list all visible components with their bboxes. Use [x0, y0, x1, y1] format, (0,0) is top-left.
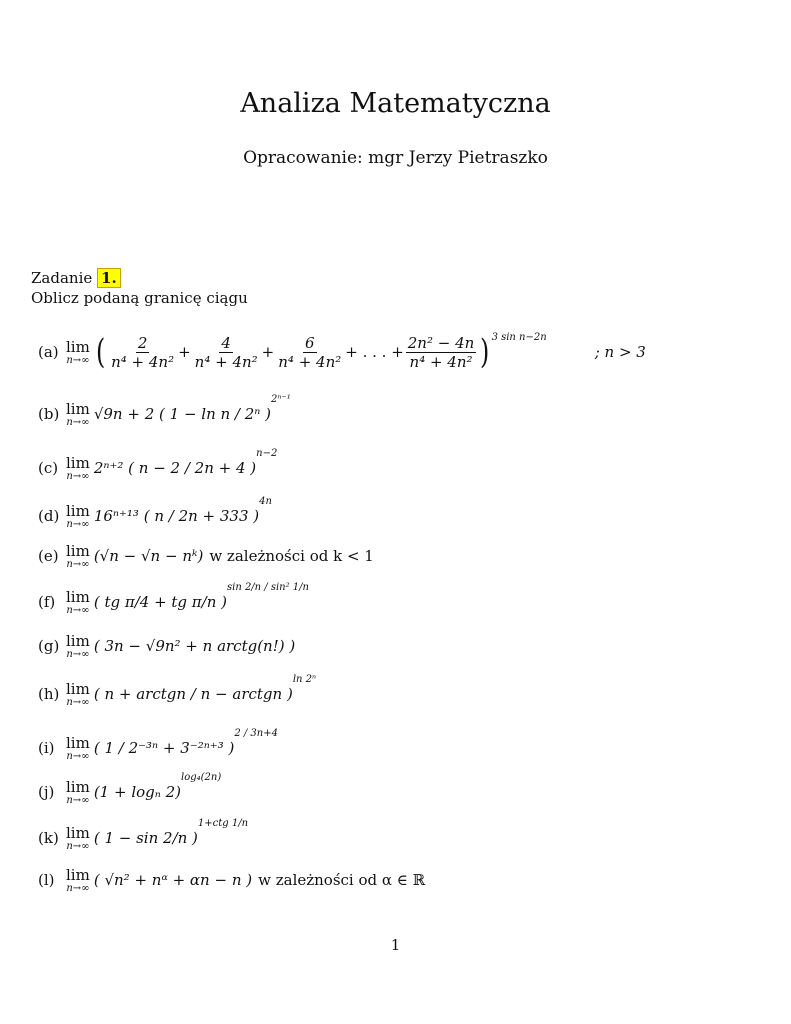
limit-operator: lim n→∞: [66, 541, 90, 570]
item-condition: ; n > 3: [594, 343, 646, 361]
item-expression: 2ⁿ⁺² ( n − 2 / 2n + 4 ): [93, 459, 257, 477]
item-expression: ( tg π/4 + tg π/n ): [93, 593, 227, 611]
limit-operator: lim n→∞: [66, 399, 90, 428]
item-expression: ( 1 − sin 2/n ): [93, 829, 198, 847]
task-block: [31, 268, 248, 308]
item-label: (c): [38, 459, 59, 477]
limit-operator: lim n→∞: [66, 733, 90, 762]
limit-operator: lim n→∞: [66, 865, 90, 894]
item-expression: ( 3n − √9n² + n arctg(n!) ): [93, 637, 296, 655]
limit-item-c: [38, 448, 277, 488]
item-label: (i): [38, 739, 55, 757]
item-exponent: 1+ctg 1/n: [197, 818, 249, 829]
item-label: (b): [38, 405, 60, 423]
item-exponent: n−2: [256, 448, 278, 459]
item-label: (h): [38, 685, 60, 703]
item-expression: (1 + logₙ 2): [93, 783, 182, 801]
item-label: (f): [38, 593, 56, 611]
limit-item-g: [38, 626, 295, 666]
task-heading-prefix: Zadanie: [31, 269, 93, 287]
limit-item-d: [38, 496, 272, 536]
item-label: (j): [38, 783, 55, 801]
limit-operator: lim n→∞: [66, 587, 90, 616]
limit-operator: lim n→∞: [66, 823, 90, 852]
limit-item-l: [38, 860, 425, 900]
item-exponent: 2ⁿ⁻¹: [271, 394, 291, 405]
document-title: Analiza Matematyczna: [240, 88, 551, 119]
item-label: (e): [38, 547, 59, 565]
document-author: Opracowanie: mgr Jerzy Pietraszko: [243, 148, 548, 168]
limit-item-k: [38, 818, 248, 858]
limit-item-h: [38, 674, 316, 714]
item-label: (a): [38, 343, 59, 361]
task-heading: [31, 268, 248, 288]
item-exponent: 4n: [259, 496, 272, 507]
limit-item-j: [38, 772, 221, 812]
limit-operator: lim n→∞: [66, 453, 90, 482]
item-expression: √9n + 2 ( 1 − ln n / 2ⁿ ): [93, 405, 271, 423]
limit-operator: lim n→∞: [66, 777, 90, 806]
item-label: (l): [38, 871, 55, 889]
limit-item-i: [38, 728, 278, 768]
item-expression: ( 1 / 2⁻³ⁿ + 3⁻²ⁿ⁺³ ): [93, 739, 235, 757]
item-label: (g): [38, 637, 60, 655]
item-exponent: 3 sin n−2n: [491, 332, 547, 343]
item-exponent: log₄(2n): [181, 772, 222, 783]
limit-operator: lim n→∞: [66, 679, 90, 708]
item-condition: w zależności od α ∈ ℝ: [258, 871, 426, 889]
item-label: (k): [38, 829, 59, 847]
limit-item-b: [38, 394, 291, 434]
limit-item-e: [38, 536, 374, 576]
limit-operator: lim n→∞: [66, 337, 90, 366]
item-expression: ( √n² + nᵅ + αn − n ): [93, 871, 253, 889]
task-number-badge: 1.: [97, 268, 121, 288]
item-label: (d): [38, 507, 60, 525]
item-exponent: ln 2ⁿ: [292, 674, 317, 685]
limit-item-a: (a) lim n→∞ ( $\frac{2}{\text{n⁴ + 4n²}}$ + $\frac{4}{\text{n⁴ + 4n²}}$ + $\frac{6}{\text{n⁴ + 4n²}}$ + . . . + $\frac{\text{2n² − 4n}}{\text{n⁴ + 4n²}}$ ) $^{3 sin n-2n}$ ; n > 3: [38, 332, 646, 372]
task-instruction: Oblicz podaną granicę ciągu: [31, 289, 248, 307]
item-condition: w zależności od k < 1: [209, 547, 374, 565]
page-number: 1: [390, 936, 401, 954]
item-exponent: sin 2/n / sin² 1/n: [227, 582, 309, 593]
limit-operator: lim n→∞: [66, 631, 90, 660]
item-expression: 16ⁿ⁺¹³ ( n / 2n + 333 ): [93, 507, 260, 525]
item-exponent: 2 / 3n+4: [234, 728, 278, 739]
limit-item-f: [38, 582, 309, 622]
limit-operator: lim n→∞: [66, 501, 90, 530]
item-expression: ( n + arctgn / n − arctgn ): [93, 685, 293, 703]
item-expression: (√n − √n − nᵏ): [93, 547, 204, 565]
